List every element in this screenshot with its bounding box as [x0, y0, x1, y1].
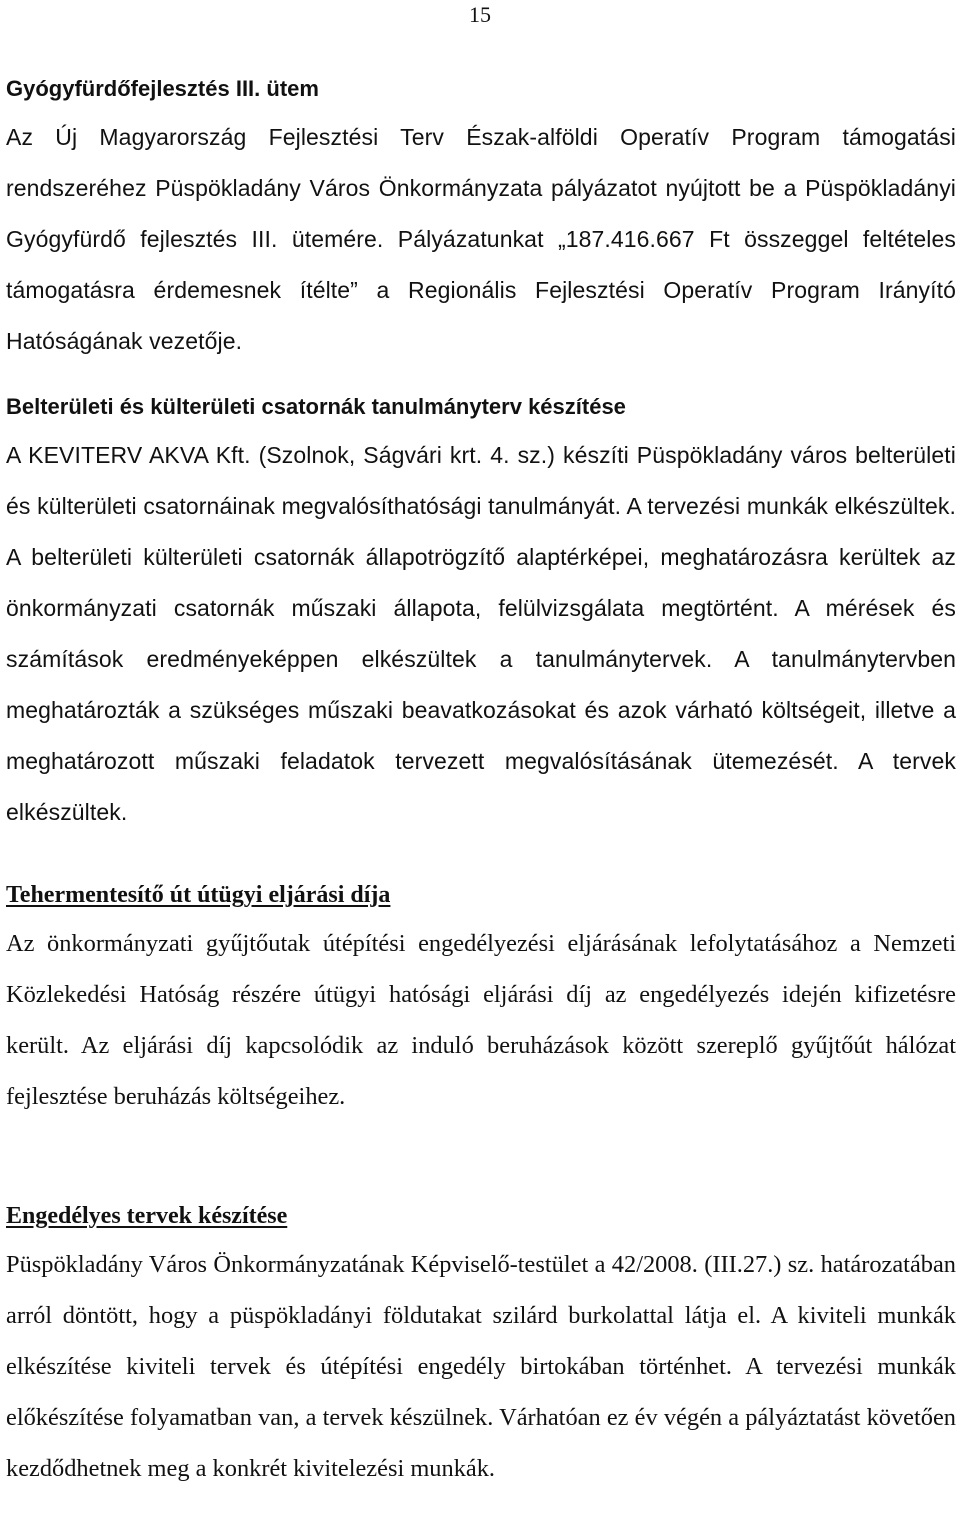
section-heading: Tehermentesítő út útügyi eljárási díja [6, 882, 391, 908]
section-heading: Gyógyfürdőfejlesztés III. ütem [6, 76, 319, 101]
section-paragraph: Az önkormányzati gyűjtőutak útépítési engedélyezési eljárásának lefolytatásához a Nemzeti Közlekedési Hatóság részére útügyi hatósági eljárási díj az engedélyezés idején kifizetésre került. Az eljárási díj kapcsolódik az induló beruházások között szereplő gyűjtőút hálózat fejlesztése beruházás költségeihez. [6, 930, 956, 1110]
section-engedelyes-tervek [6, 1197, 956, 1494]
section-heading: Engedélyes tervek készítése [6, 1203, 288, 1229]
section-paragraph: A KEVITERV AKVA Kft. (Szolnok, Ságvári krt. 4. sz.) készíti Püspökladány város belterületi és külterületi csatornáinak megvalósíthatósági tanulmányát. A tervezési munkák elkészültek. A belterületi külterületi csatornák állapotrögzítő alaptérképei, meghatározásra kerültek az önkormányzati csatornák műszaki állapota, felülvizsgálata megtörtént. A mérések és számítások eredményeképpen elkészültek a tanulmánytervek. A tanulmánytervben meghatározták a szükséges műszaki beavatkozásokat és azok várható költségeit, illetve a meghatározott műszaki feladatok tervezett megvalósításának ütemezését. A tervek elkészültek. [6, 442, 956, 825]
section-gyogyfurdo [6, 70, 956, 367]
page-number: 15 [469, 2, 491, 27]
section-tehermentesito-ut [6, 876, 956, 1122]
section-paragraph: Püspökladány Város Önkormányzatának Képviselő-testület a 42/2008. (III.27.) sz. határozatában arról döntött, hogy a püspökladányi földutakat szilárd burkolattal látja el. A kiviteli munkák elkészítése kiviteli tervek és útépítési engedély birtokában történhet. A tervezési munkák előkészítése folyamatban van, a tervek készülnek. Várhatóan ez év végén a pályáztatást követően kezdődhetnek meg a konkrét kivitelezési munkák. [6, 1251, 956, 1482]
section-heading: Belterületi és külterületi csatornák tanulmányterv készítése [6, 394, 626, 419]
section-csatornak [6, 388, 956, 838]
section-paragraph: Az Új Magyarország Fejlesztési Terv Észak-alföldi Operatív Program támogatási rendszeréhez Püspökladány Város Önkormányzata pályázatot nyújtott be a Püspökladányi Gyógyfürdő fejlesztés III. ütemére. Pályázatunkat „187.416.667 Ft összeggel feltételes támogatásra érdemesnek ítélte” a Regionális Fejlesztési Operatív Program Irányító Hatóságának vezetője. [6, 124, 956, 354]
